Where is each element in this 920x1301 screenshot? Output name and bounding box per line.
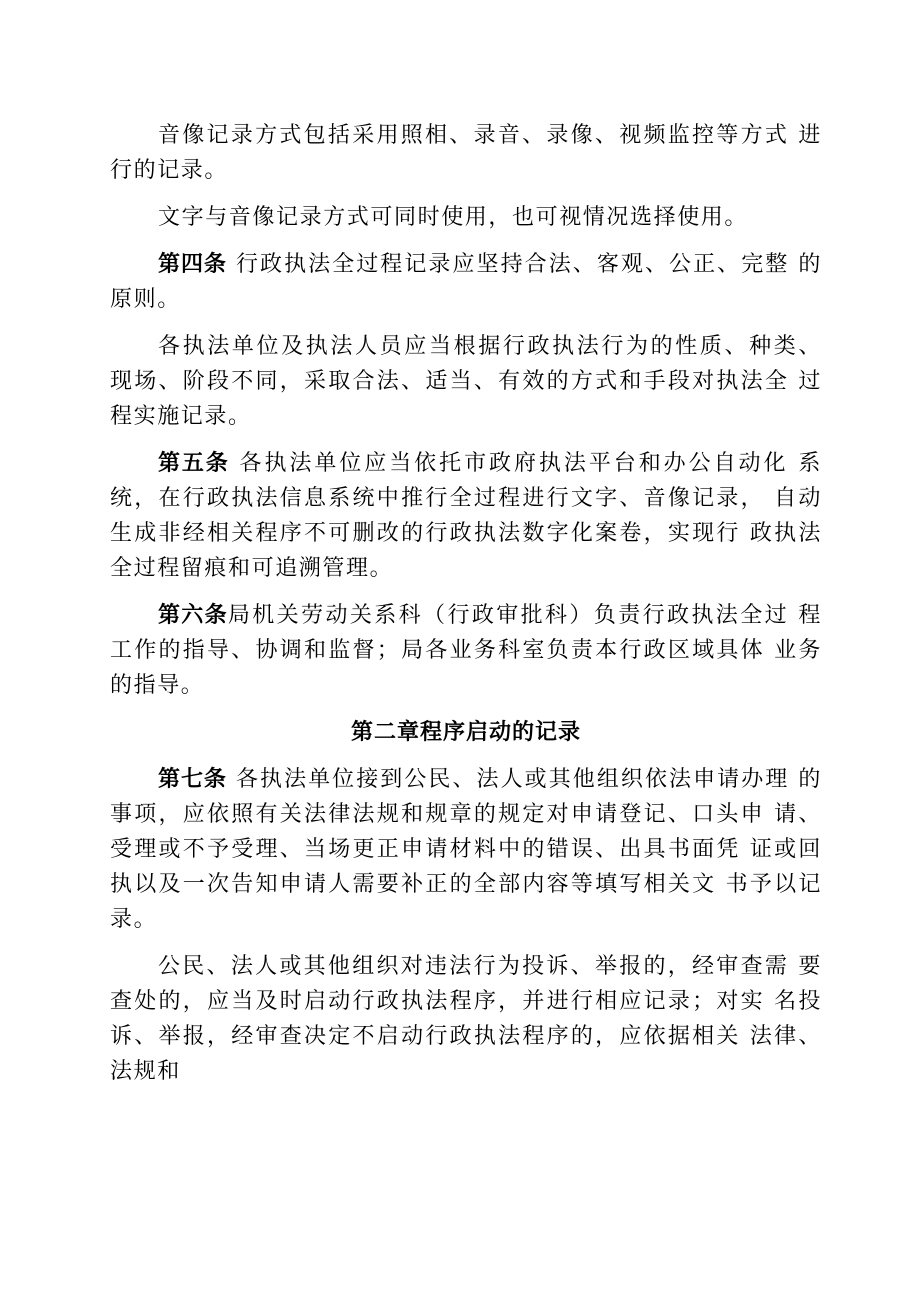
article-heading: 第四条 <box>158 251 227 277</box>
paragraph-executors <box>110 329 822 434</box>
paragraph-text: 文字与音像记录方式可同时使用，也可视情况选择使用。 <box>158 205 749 230</box>
article-text: 局机关劳动关系科（行政审批科）负责行政执法全过 程工作的指导、协调和监督；局各业务科室负责本行政区域具体 业务的指导。 <box>110 603 822 698</box>
article-7 <box>110 762 822 937</box>
article-text: 行政执法全过程记录应坚持合法、客观、公正、完整 的原则。 <box>110 252 822 312</box>
paragraph-text: 各执法单位及执法人员应当根据行政执法行为的性质、种类、 现场、阶段不同，采取合法、适当、有效的方式和手段对执法全 过程实施记录。 <box>110 334 822 429</box>
paragraph-complaints <box>110 949 822 1089</box>
article-text: 各执法单位接到公民、法人或其他组织依法申请办理 的事项，应依照有关法律法规和规章的规定对申请登记、口头申 请、受理或不予受理、当场更正申请材料中的错误、出具书面凭 证或回执以及一次告知申请人需要补正的全部内容等填写相关文 书予以记录。 <box>110 767 822 932</box>
article-text: 各执法单位应当依托市政府执法平台和办公自动化 系统，在行政执法信息系统中推行全过程进行文字、音像记录， 自动生成非经相关程序不可删改的行政执法数字化案卷，实现行 政执法全过程留痕和可追溯管理。 <box>110 451 822 581</box>
article-4 <box>110 247 822 317</box>
paragraph-av-record <box>110 118 822 188</box>
article-5 <box>110 446 822 586</box>
article-heading: 第六条 <box>158 602 228 628</box>
article-heading: 第五条 <box>158 450 230 476</box>
paragraph-text: 音像记录方式包括采用照相、录音、录像、视频监控等方式 进行的记录。 <box>110 123 822 183</box>
document-page <box>110 118 822 1101</box>
article-heading: 第七条 <box>158 766 227 792</box>
paragraph-combined-use <box>110 200 822 235</box>
chapter-title: 第二章程序启动的记录 <box>350 719 581 745</box>
article-6 <box>110 598 822 703</box>
paragraph-text: 公民、法人或其他组织对违法行为投诉、举报的，经审查需 要查处的，应当及时启动行政执法程序，并进行相应记录；对实 名投诉、举报，经审查决定不启动行政执法程序的，应依据相关 法律、法规和 <box>110 954 822 1084</box>
